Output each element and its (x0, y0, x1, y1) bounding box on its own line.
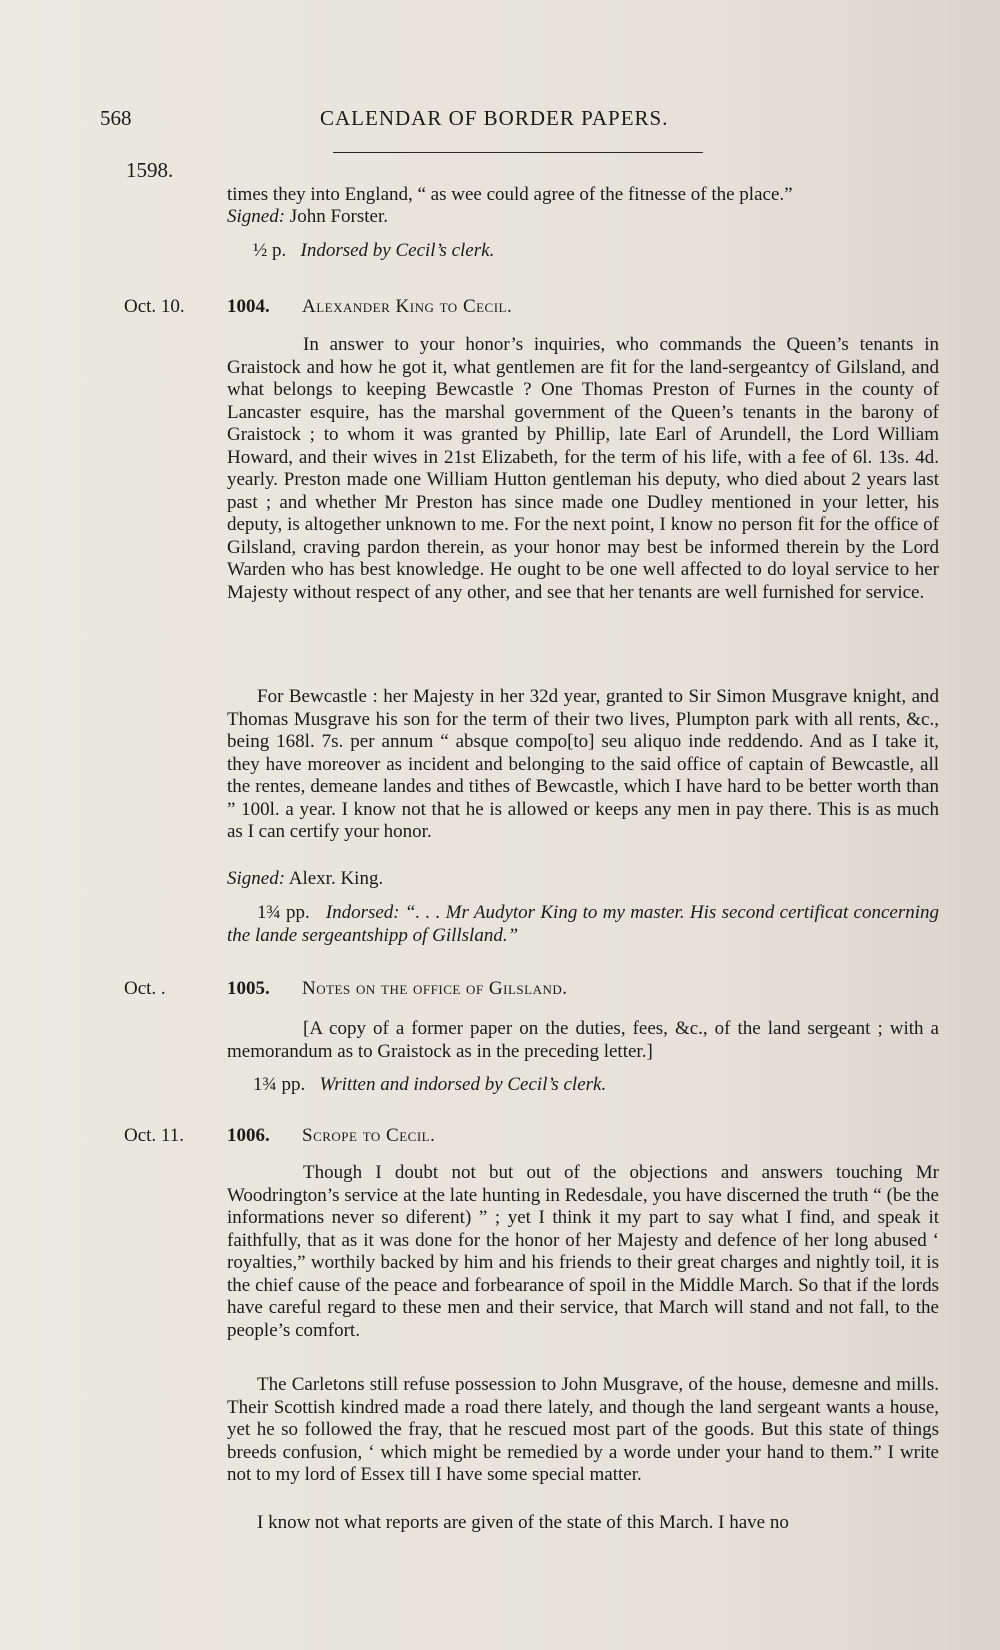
page-header (100, 106, 730, 136)
entry-number: 1005. (227, 978, 270, 999)
entry-title: Scrope to Cecil. (302, 1125, 436, 1146)
signed-name: John Forster. (285, 206, 388, 227)
entry-1006-paragraph-2: The Carletons still refuse possession to John Musgrave, of the house, demesne and mills. Their Scottish kindred made a road there lately, and though the land sergeant wants a house, yet he so followed the fray, that he rescued most part of the goods. But this state of things breeds confusion, ‘ which might be remedied by a worde under your hand to them.” I write not to my lord of Essex till I have some special matter. (227, 1374, 939, 1485)
signed-label: Signed: (227, 206, 286, 227)
signed-label: Signed: (227, 868, 286, 889)
note-text: Indorsed by Cecil’s clerk. (300, 240, 495, 261)
entry-1005-paragraph-1: [A copy of a former paper on the duties, fees, &c., of the land sergeant ; with a memorandum as to Graistock as in the preceding letter.] (227, 1018, 939, 1062)
entry-title: Alexander King to Cecil. (302, 296, 513, 317)
continuation-text: times they into England, “ as wee could agree of the fitnesse of the place.” (227, 184, 793, 205)
entry-1006-heading (0, 1125, 1000, 1151)
entry-number: 1004. (227, 296, 270, 317)
entry-1006-paragraph-3: I know not what reports are given of the state of this March. I have no (257, 1512, 789, 1533)
entry-1004-signature (227, 868, 939, 891)
entry-1005-heading (0, 978, 1000, 1004)
entry-date: Oct. 10. (124, 296, 185, 317)
continuation-note (253, 240, 494, 263)
entry-1005-note (253, 1074, 606, 1097)
entry-1004-note (227, 902, 939, 947)
header-rule (333, 152, 703, 153)
continuation-signature (227, 206, 939, 229)
entry-1004-paragraph-1: In answer to your honor’s inquiries, who commands the Queen’s tenants in Graistock and how he got it, what gentlemen are fit for the land-sergeantcy of Gilsland, and what belongs to keeping Bewcastle ? One Thomas Preston of Furnes in the county of Lancaster esquire, has the marshal government of the Queen’s tenants in the barony of Graistock ; to whom it was granted by Phillip, late Earl of Arundell, the Lord William Howard, and their wives in 21st Elizabeth, for the term of his life, with a fee of 6l. 13s. 4d. yearly. Preston made one William Hutton gentleman his deputy, who died about 2 years last past ; and whether Mr Preston has since made one Dudley mentioned in your letter, his deputy, is altogether unknown to me. For the next point, I know no person fit for the office of Gilsland, craving pardon therein, as your honor may best be informed therein by the Lord Warden who has best knowledge. He ought to be one well affected to do loyal service to her Majesty without respect of any other, and see that her tenants are well furnished for service. (227, 334, 939, 603)
note-size: 1¾ pp. (253, 1074, 306, 1095)
note-size: 1¾ pp. (257, 902, 310, 923)
note-text: Indorsed: “. . . Mr Audytor King to my master. His second certificat concerning the lande sergeantshipp of Gillsland.” (227, 902, 940, 946)
signed-name: Alexr. King. (285, 868, 384, 889)
entry-title: Notes on the office of Gilsland. (302, 978, 568, 999)
entry-1004-heading (0, 296, 1000, 322)
entry-date: Oct. . (124, 978, 166, 999)
note-size: ½ p. (253, 240, 287, 261)
entry-number: 1006. (227, 1125, 270, 1146)
note-text: Written and indorsed by Cecil’s clerk. (319, 1074, 607, 1095)
entry-1004-paragraph-2: For Bewcastle : her Majesty in her 32d year, granted to Sir Simon Musgrave knight, and Thomas Musgrave his son for the term of their two lives, Plumpton park with all rents, &c., being 168l. 7s. per annum “ absque compo[to] seu aliquo inde reddendo. And as I take it, they have moreover as incident and belonging to the said office of captain of Bewcastle, all the rentes, demeane landes and tithes of Bewcastle, which I have hard to be better worth than ” 100l. a year. I know not that he is allowed or keeps any men in pay there. This is as much as I can certify your honor. (227, 686, 939, 842)
entry-date: Oct. 11. (124, 1125, 184, 1146)
running-title: CALENDAR OF BORDER PAPERS. (320, 106, 669, 130)
entry-1006-paragraph-1: Though I doubt not but out of the objections and answers touching Mr Woodrington’s service at the late hunting in Redesdale, you have discerned the truth “ (be the informations never so diferent) ” ; yet I think it my part to say what I find, and speak it faithfully, that as it was done for the honor of her Majesty and defence of her long abused ‘ royalties,” worthily backed by him and his friends to their great charges and nightly toil, it is the chief cause of the peace and forbearance of spoil in the Middle March. So that if the lords have careful regard to these men and their service, that March will stand and not fall, to the people’s comfort. (227, 1162, 939, 1341)
year-marker: 1598. (126, 158, 174, 182)
page-number: 568 (100, 106, 132, 130)
